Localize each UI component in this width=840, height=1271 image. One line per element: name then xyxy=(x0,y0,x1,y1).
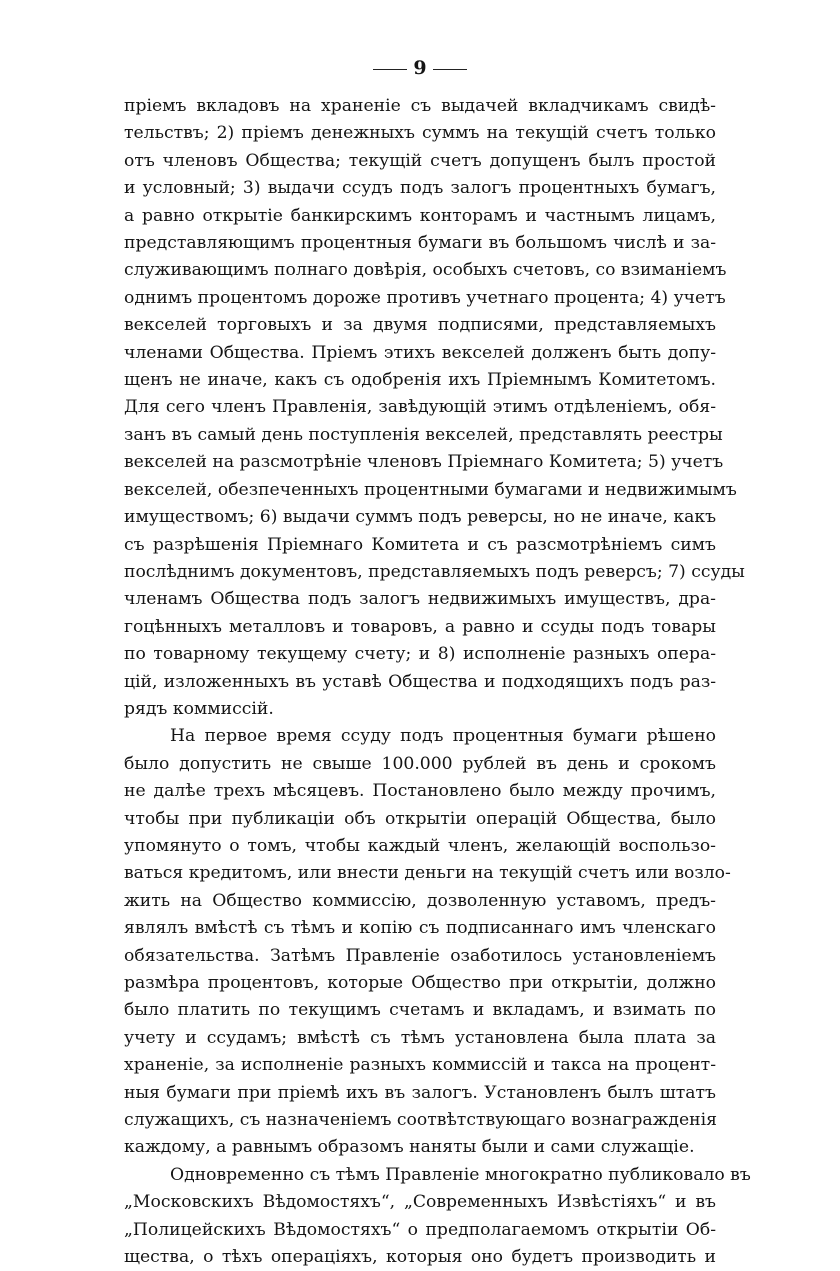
text-line: Для сего членъ Правленія, завѣдующій этимъ отдѣленіемъ, обя- xyxy=(124,397,716,418)
text-line: обязательства. Затѣмъ Правленіе озаботилось установленіемъ xyxy=(124,945,716,966)
text-line: служивающимъ полнаго довѣрія, особыхъ счетовъ, со взиманіемъ xyxy=(124,260,727,281)
text-line: имуществомъ; 6) выдачи суммъ подъ реверсы, но не иначе, какъ xyxy=(124,507,716,528)
paragraph xyxy=(124,723,731,1162)
page-number: 9 xyxy=(413,57,427,79)
header-rule-left xyxy=(373,69,407,70)
text-line: однимъ процентомъ дороже противъ учетнаго процента; 4) учетъ xyxy=(124,287,726,308)
text-line: векселей на разсмотрѣніе членовъ Пріемнаго Комитета; 5) учетъ xyxy=(124,452,724,473)
text-line: размѣра процентовъ, которые Общество при открытіи, должно xyxy=(124,973,716,993)
paragraph xyxy=(124,1162,751,1271)
text-line: учету и ссудамъ; вмѣстѣ съ тѣмъ установлена была плата за xyxy=(124,1027,716,1048)
text-line: ваться кредитомъ, или внести деньги на текущій счетъ или возло- xyxy=(124,863,731,884)
body-text xyxy=(124,93,751,1271)
text-line: было допустить не свыше 100.000 рублей въ день и срокомъ xyxy=(124,753,716,774)
text-line: а равно открытіе банкирскимъ конторамъ и частнымъ лицамъ, xyxy=(124,205,716,226)
text-line: не далѣе трехъ мѣсяцевъ. Постановлено было между прочимъ, xyxy=(124,781,716,802)
header-rule-right xyxy=(433,69,467,70)
page-header xyxy=(0,58,840,78)
text-line: съ разрѣшенія Пріемнаго Комитета и съ разсмотрѣніемъ симъ xyxy=(124,534,716,555)
text-line: векселей, обезпеченныхъ процентными бумагами и недвижимымъ xyxy=(124,479,737,500)
text-line: служащихъ, съ назначеніемъ соотвѣтствующаго вознагражденія xyxy=(124,1110,717,1131)
text-line: упомянуто о томъ, чтобы каждый членъ, желающій воспользо- xyxy=(124,835,716,856)
text-line: послѣднимъ документовъ, представляемыхъ подъ реверсъ; 7) ссуды xyxy=(124,561,745,582)
text-line: рядъ коммиссій. xyxy=(124,698,274,719)
text-line: было платить по текущимъ счетамъ и вкладамъ, и взимать по xyxy=(124,1000,716,1021)
text-line: векселей торговыхъ и за двумя подписями, представляемыхъ xyxy=(124,315,716,336)
text-line: ныя бумаги при пріемѣ ихъ въ залогъ. Установленъ былъ штатъ xyxy=(124,1082,716,1103)
text-line: отъ членовъ Общества; текущій счетъ допущенъ былъ простой xyxy=(124,150,716,171)
text-line: являлъ вмѣстѣ съ тѣмъ и копію съ подписаннаго имъ членскаго xyxy=(124,918,716,939)
text-line: и условный; 3) выдачи ссудъ подъ залогъ процентныхъ бумагъ, xyxy=(124,178,716,199)
text-line: по товарному текущему счету; и 8) исполненіе разныхъ опера- xyxy=(124,644,716,665)
text-line: „Полицейскихъ Вѣдомостяхъ“ о предполагаемомъ открытіи Об- xyxy=(124,1219,716,1240)
text-line: гоцѣнныхъ металловъ и товаровъ, а равно и ссуды подъ товары xyxy=(124,616,716,637)
text-line: жить на Общество коммиссію, дозволенную уставомъ, предъ- xyxy=(124,890,716,911)
text-line: цій, изложенныхъ въ уставѣ Общества и подходящихъ подъ раз- xyxy=(124,671,716,692)
text-line: На первое время ссуду подъ процентныя бумаги рѣшено xyxy=(170,726,716,747)
paragraph xyxy=(124,93,745,723)
text-line: щества, о тѣхъ операціяхъ, которыя оно будетъ производить и xyxy=(124,1247,716,1268)
text-line: Одновременно съ тѣмъ Правленіе многократно публиковало въ xyxy=(170,1164,751,1185)
text-line: тельствъ; 2) пріемъ денежныхъ суммъ на текущій счетъ только xyxy=(124,123,716,144)
text-line: „Московскихъ Вѣдомостяхъ“, „Современныхъ Извѣстіяхъ“ и въ xyxy=(124,1192,716,1213)
text-line: членамъ Общества подъ залогъ недвижимыхъ имуществъ, дра- xyxy=(124,589,716,610)
text-line: каждому, а равнымъ образомъ наняты были и сами служащіе. xyxy=(124,1137,695,1158)
text-line: занъ въ самый день поступленія векселей, представлять реестры xyxy=(124,424,723,445)
text-line: щенъ не иначе, какъ съ одобренія ихъ Пріемнымъ Комитетомъ. xyxy=(124,370,716,391)
text-line: чтобы при публикаціи объ открытіи операцій Общества, было xyxy=(124,808,716,829)
text-line: пріемъ вкладовъ на храненіе съ выдачей вкладчикамъ свидѣ- xyxy=(124,96,716,116)
text-line: представляющимъ процентныя бумаги въ большомъ числѣ и за- xyxy=(124,233,716,254)
text-line: членами Общества. Пріемъ этихъ векселей долженъ быть допу- xyxy=(124,342,716,363)
text-line: храненіе, за исполненіе разныхъ коммиссій и такса на процент- xyxy=(124,1055,716,1076)
